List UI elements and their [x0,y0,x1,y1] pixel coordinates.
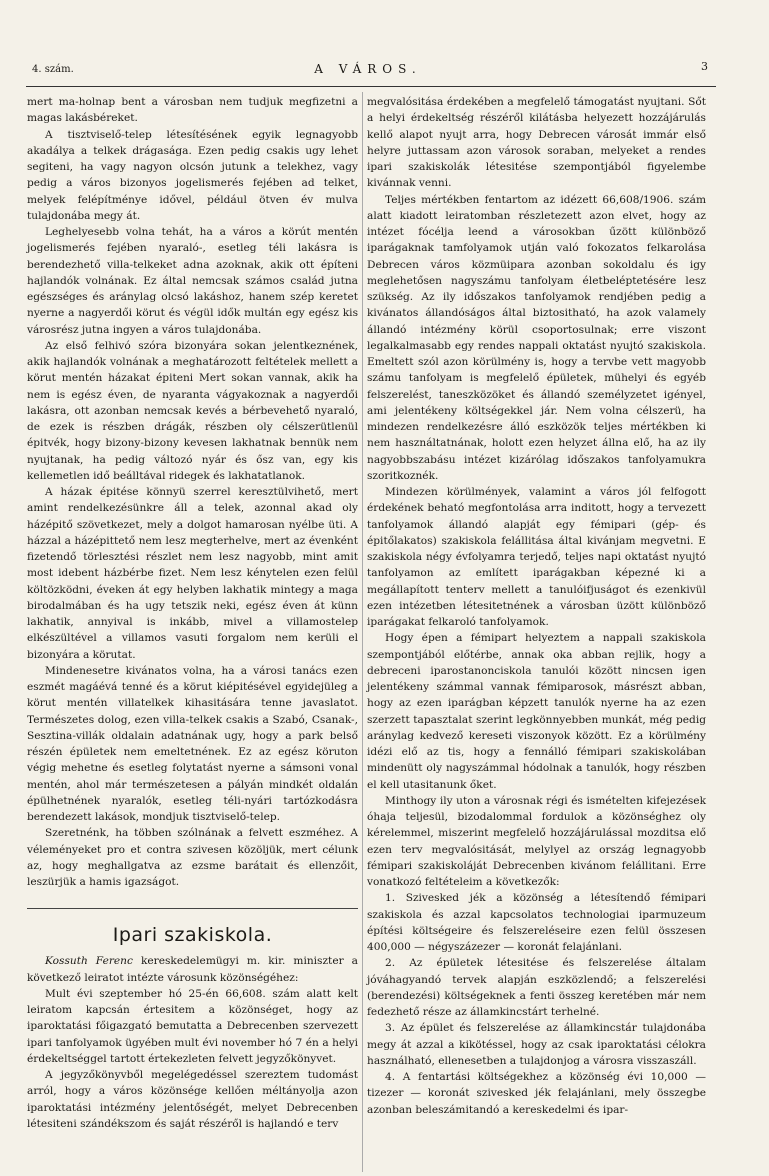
paragraph [27,953,358,986]
paragraph: A tisztviselő-telep létesítésének egyik legnagyobb akadálya a telkek drágasága. Ezen pedig csakis ugy lehet segiteni, ha vagy nagyon olcsón jutunk a telekhez, vagy pedig a város bizonyos jogelismerés fejében ad telket, melyek felépítménye idővel, például ötven év mulva tulajdonába megy át. [27,128,358,222]
paragraph: Hogy épen a fémipart helyeztem a nappali szakiskola szempontjából előtérbe, annak oka abban rejlik, hogy a debreceni iparostanonciskola tanulói között nincsen igen jelentékeny számmal vannak fémiparosok, másrészt abban, hogy az ezen iparágban képzett tanulók nyerne ha az ezen szerzett tapasztalat szerint legkönnyebben munkát, még pedig aránylag kedvező kereseti viszonyok között. Ez a körülmény idézi elő az tis, hogy a fennálló fémipari szakiskolában mindenütt oly nagyszámmal hódolnak a tanulók, hogy részben el kell utasitanunk őket. [367,632,706,791]
author-name: Kossuth Ferenc [45,955,133,968]
paragraph: 2. Az épületek létesitése és felszerelése általam jóváhagyandó tervek alapján eszközlendő; a felszerelési (berendezési) költségeknek a fenti összeg keretében már nem fedezhető része az államkincstárt terhelné. [367,957,706,1018]
page-number: 3 [701,60,708,73]
issue-number: 4. szám. [32,64,74,75]
paragraph: A házak épitése könnyü szerrel keresztülvihető, mert amint rendelkezésünkre áll a telek, azonnal akad oly házépitő szövetkezet, mely a dolgot hamarosan nyélbe üti. A házzal a házépittető nem lesz megterhelve, mert az évenként fizetendő törlesztési részlet nem lesz nagyobb, mint amit most idebent házbérbe fizet. Nem lesz kénytelen ezen felül költözködni, éveken át egy helyben lakhatik mintegy a maga birodalmában és ha ugy tetszik neki, egész éven át künn lakhatik, annyival is inkább, mivel a villamostelep elkészültével a villamos vasuti forgalom nem kerüli el bizonyára a körutat. [27,486,358,661]
paragraph: megvalósitása érdekében a megfelelő támogatást nyujtani. Sőt a helyi érdekeltség részéről kilátásba helyezett hozzájárulás kellő alapot nyujt arra, hogy Debrecen városát immár első helyre juttassam azon városok soraban, melyeket a rendes ipari szakiskolák létesitése szempontjából figyelembe kivánnak venni. [367,96,706,190]
paragraph: Teljes mértékben fentartom az idézett 66,608/1906. szám alatt kiadott leiratomban részletezett azon elvet, hogy az intézet fócélja leend a városokban űzött különböző iparágaknak tamfolyamok utján való fokozatos felkarolása Debrecen város közmüipara azonban sokoldalu és igy meglehetősen nagyszámu tanfolyam életbeléptetésére lesz szükség. Az ily időszakos tanfolyamok rendjében pedig a kivánatos állandóságos által biztositható, ha azok valamely állandó intézmény körül csoportosulnak; erre viszont legalkalmasabb egy rendes nappali oktatást nyujtó szakiskola. Emeltett szól azon körülmény is, hogy a tervbe vett magyobb számu tanfolyam is megfelelő épületek, mühelyi és egyéb felszerelést, taneszközöket és állandó személyzetet igényel, ami jelentékeny költségekkel jár. Nem volna célszerü, ha mindezen rendelkezésre álló eszközök teljes mértékben ki nem használtatnának, holott ezen helyzet állna elő, ha az ily nagyobbszabásu intézet kizárólag időszakos tanfolyamukra szoritkoznék. [367,193,706,482]
paragraph: 1. Szivesked jék a közönség a létesítendő fémipari szakiskola és azzal kapcsolatos technologiai iparmuzeum építési költségeire és felszereléseire ezen felül összesen 400,000 — négyszázezer — koronát felajánlani. [367,892,706,953]
paragraph: Mindezen körülmények, valamint a város jól felfogott érdekének beható megfontolása arra inditott, hogy a tervezett tanfolyamok állandó alapját egy fémipari (gép- és épitőlakatos) szakiskola felállitása által kivánjam megvetni. E szakiskola négy évfolyamra terjedő, teljes napi oktatást nyujtó tanfolyamon az említett iparágakban képezné ki a megállapított tenterv mellett a tanulóifjuságot és ezenkivül ezen intézetben létesitetnének a városban üzött különböző iparágakat felkaroló tanfolyamok. [367,486,706,628]
left-column [27,94,358,1132]
paragraph: mert ma-holnap bent a városban nem tudjuk megfizetni a magas lakásbéreket. [27,96,358,125]
header-rule [26,86,716,87]
newspaper-title: A VÁROS. [314,62,422,76]
paragraph: A jegyzőkönyvből megelégedéssel szereztem tudomást arról, hogy a város közönsége kellően méltányolja azon iparoktatási intézmény jelentőségét, melyet Debrecenben létesiteni szándékszom és saját részéről is hajlandó e terv [27,1069,358,1130]
paragraph: Minthogy ily uton a városnak régi és ismételten kifejezések óhaja teljesül, bizodalommal fordulok a közönséghez oly kérelemmel, miszerint megfelelő hozzájárulással mozditsa elő ezen terv megvalósitását, melylyel az ország legnagyobb fémipari szakiskoláját Debrecenben kivánom felállitani. Erre vonatkozó feltételeim a következők: [367,794,706,888]
section-title: Ipari szakiskola. [112,924,273,947]
paragraph-rest: kereskedelemügyi m. kir. miniszter a következő leiratot intézte városunk közönségéhez: [27,955,358,984]
paragraph: Mindenesetre kivánatos volna, ha a városi tanács ezen eszmét magáévá tenné és a körut kiépitésével egyidejüleg a körut mentén villatelkek kihasitására tenne javaslatot. Természetes dolog, ezen villa-telkek csakis a Szabó, Csanak-, Sesztina-villák oldalain adatnának ugy, hogy a park belső részén épületek nem emeltetnének. Ez az egész köruton végig mehetne és esetleg folytatást nyerne a sámsoni vonal mentén, ahol már természetesen a pályán mindkét oldalán épülhetnének nyaralók, esetleg téli-nyári tartózkodásra berendezett lakások, mondjuk tisztviselő-telep. [27,664,358,823]
section-rule [27,908,358,909]
paragraph: Az első felhivó szóra bizonyára sokan jelentkeznének, akik hajlandók volnának a meghatározott feltételek mellett a körut mentén házakat épiteni Mert sokan vannak, akik ha nem is egész éven, de nyaranta vágyakoznak a nagyerdői lakásra, ott azonban nemcsak kevés a bérbevehető nyaraló, de ezek is részben drágák, részben oly célszerütlenül épitvék, hogy bizony-bizony kevesen lakhatnak bennük nem nyujtanak, ha pedig változó nyár és ősz van, egy kis kellemetlen idő beálltával ridegek és lakhatatlanok. [27,339,358,482]
paragraph: Mult évi szeptember hó 25-én 66,608. szám alatt kelt leiratom kapcsán értesitem a közönséget, hogy az iparoktatási főigazgató bemutatta a Debrecenben szervezett ipari tanfolyamok ügyében mult évi november hó 7 én a helyi érdekeltséggel tartott értekezleten felvett jegyzőkönyvet. [27,987,358,1065]
column-divider [362,92,363,1172]
paragraph: 3. Az épület és felszerelése az államkincstár tulajdonába megy át azzal a kikötéssel, hogy az csak iparoktatási célokra használható, ellenesetben a tulajdonjog a városra visszaszáll. [367,1022,706,1067]
page-header [28,60,708,82]
paragraph: Szeretnénk, ha többen szólnának a felvett eszméhez. A véleményeket pro et contra szivesen közöljük, mert célunk az, hogy meghallgatva az ezsme barátait és ellenzőit, leszürjük a hamis igazságot. [27,827,358,888]
paragraph: Leghelyesebb volna tehát, ha a város a körút mentén jogelismerés fejében nyaraló-, esetleg téli lakásra is berendezhető villa-telkeket adna azoknak, akik ott építeni hajlandók volnának. Ez által nemcsak számos család jutna egészséges és aránylag olcsó lakáshoz, hanem szép keretet nyerne a nagyerdői körut és végül idők multán egy egész kis városrész jutna ingyen a város tulajdonába. [27,226,358,336]
paragraph: 4. A fentartási költségekhez a közönség évi 10,000 — tizezer — koronát szivesked jék felajánlani, mely összegbe azonban beleszámitandó a kereskedelmi és ipar- [367,1071,706,1116]
right-column [367,94,706,1118]
